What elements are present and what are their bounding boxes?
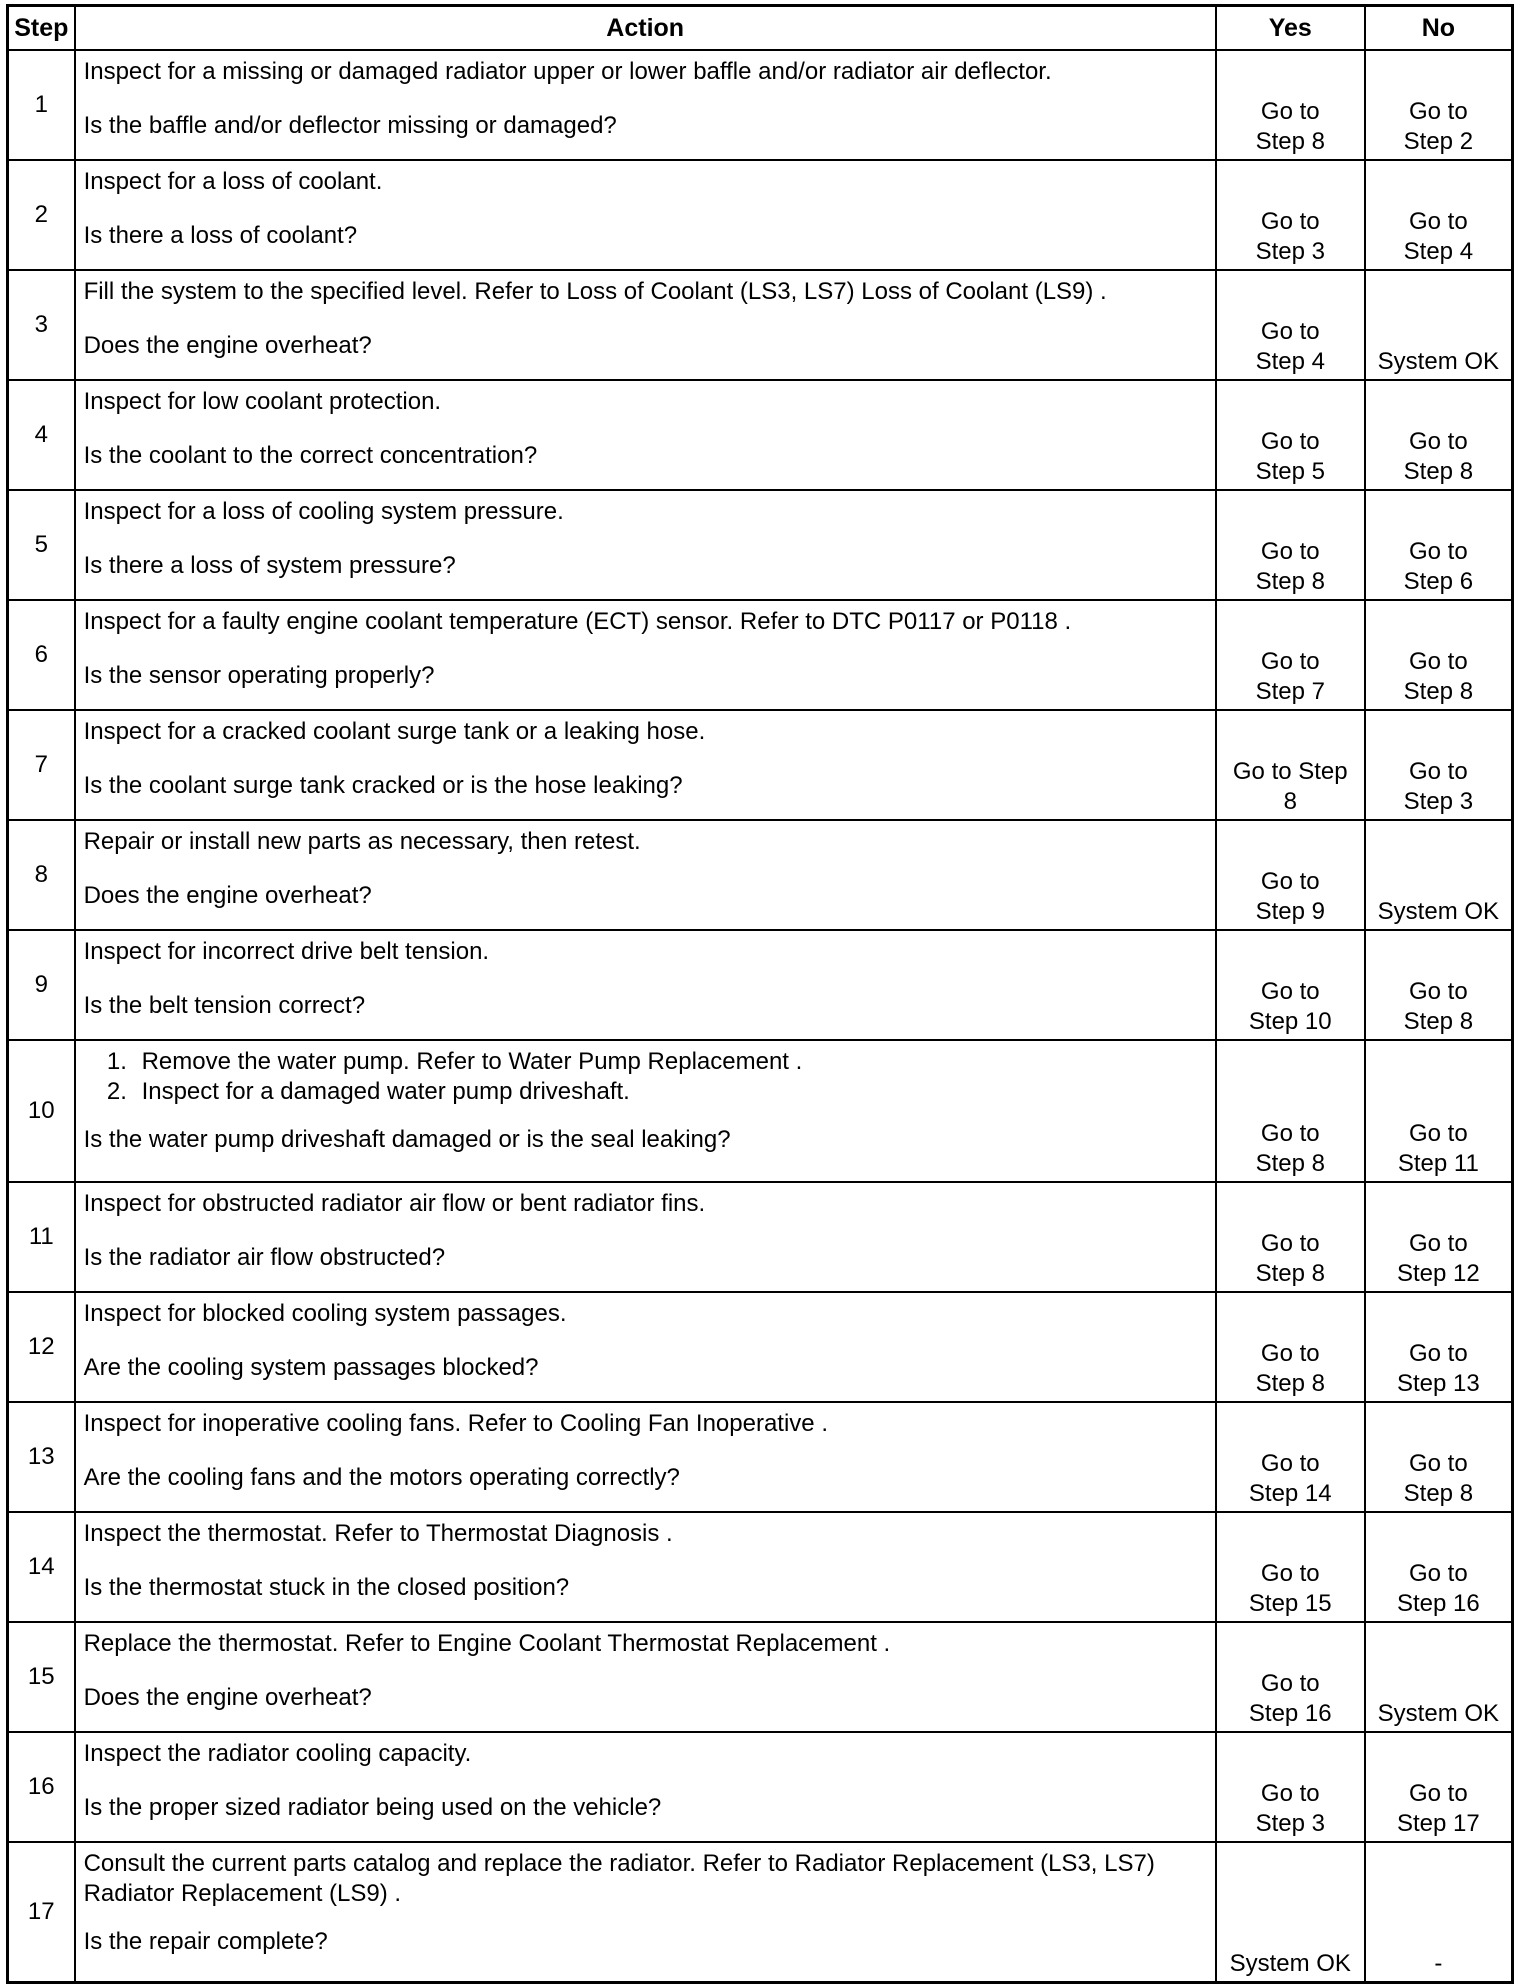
no-result-line2: Step 3	[1403, 788, 1474, 815]
question-text: Is there a loss of coolant?	[83, 222, 358, 249]
question-text: Is the thermostat stuck in the closed position?	[83, 1574, 570, 1601]
action-text: Consult the current parts catalog and replace the radiator. Refer to Radiator Replacement (LS3, LS7)	[83, 1850, 1155, 1877]
yes-result-line1: Go to Step	[1232, 758, 1348, 785]
header-step: Step	[8, 6, 75, 51]
no-result-line2: System OK	[1377, 348, 1500, 375]
table-row	[8, 1182, 1513, 1292]
step-number-text: 4	[34, 421, 48, 448]
yes-result	[1216, 600, 1365, 710]
step-number-text: 9	[34, 971, 48, 998]
yes-result-line1: Go to	[1260, 1340, 1320, 1367]
yes-result-line1: Go to	[1260, 428, 1320, 455]
step-number	[8, 930, 75, 1040]
no-result	[1365, 490, 1513, 600]
yes-result-line2: Step 10	[1248, 1008, 1332, 1035]
yes-result-line2: System OK	[1229, 1950, 1351, 1977]
yes-result-line2: Step 4	[1255, 348, 1325, 375]
question-text: Is the proper sized radiator being used on the vehicle?	[83, 1794, 662, 1821]
step-number	[8, 1622, 75, 1732]
action-text-block	[84, 607, 1209, 637]
table-row	[8, 1292, 1513, 1402]
yes-result-line2: Step 3	[1255, 238, 1325, 265]
step-number-text: 15	[27, 1663, 55, 1690]
table-row	[8, 270, 1513, 380]
no-result-line2: Step 2	[1403, 128, 1474, 155]
yes-result-line1: Go to	[1260, 1120, 1320, 1147]
no-result	[1365, 50, 1513, 160]
no-result-line2: Step 6	[1403, 568, 1474, 595]
action-text-block	[84, 1047, 1209, 1107]
question-text: Is the water pump driveshaft damaged or is the seal leaking?	[83, 1126, 731, 1153]
yes-result-line2: Step 8	[1255, 1150, 1325, 1177]
no-result	[1365, 1512, 1513, 1622]
no-result-line2: Step 8	[1403, 458, 1474, 485]
step-number	[8, 270, 75, 380]
action-cell	[75, 380, 1216, 490]
action-text-block	[84, 277, 1209, 307]
action-text: Inspect for a loss of coolant.	[83, 168, 383, 195]
yes-result-line1: Go to	[1260, 978, 1320, 1005]
no-result	[1365, 1842, 1513, 1983]
no-result	[1365, 1732, 1513, 1842]
no-result-line2: -	[1434, 1950, 1443, 1977]
no-result	[1365, 930, 1513, 1040]
no-result-line1: Go to	[1409, 648, 1468, 675]
yes-result	[1216, 490, 1365, 600]
action-cell	[75, 270, 1216, 380]
yes-result	[1216, 930, 1365, 1040]
action-substeps-list	[84, 1047, 1209, 1107]
action-text-block	[84, 497, 1209, 527]
action-cell	[75, 930, 1216, 1040]
step-number	[8, 600, 75, 710]
action-text: Inspect for low coolant protection.	[83, 388, 442, 415]
question-text: Are the cooling fans and the motors operating correctly?	[83, 1464, 680, 1491]
step-number-text: 7	[34, 751, 48, 778]
step-number-text: 1	[34, 91, 48, 118]
step-number-text: 17	[27, 1898, 55, 1925]
no-result	[1365, 600, 1513, 710]
yes-result	[1216, 160, 1365, 270]
action-cell	[75, 50, 1216, 160]
header-action: Action	[75, 6, 1216, 51]
no-result	[1365, 160, 1513, 270]
table-row	[8, 1512, 1513, 1622]
yes-result-line1: Go to	[1260, 98, 1320, 125]
action-text: Replace the thermostat. Refer to Engine Coolant Thermostat Replacement .	[83, 1630, 891, 1657]
action-text-block	[84, 1519, 1209, 1549]
yes-result	[1216, 1842, 1365, 1983]
action-cell	[75, 600, 1216, 710]
question-text: Is the coolant to the correct concentration?	[83, 442, 538, 469]
action-text-block	[84, 827, 1209, 857]
yes-result-line1: Go to	[1260, 1450, 1320, 1477]
step-number-text: 6	[34, 641, 48, 668]
action-text-continued: Radiator Replacement (LS9) .	[83, 1880, 402, 1907]
table-row	[8, 710, 1513, 820]
question-text: Does the engine overheat?	[83, 1684, 372, 1711]
step-number	[8, 490, 75, 600]
question-text: Are the cooling system passages blocked?	[83, 1354, 539, 1381]
table-row	[8, 160, 1513, 270]
no-result-line2: Step 13	[1396, 1370, 1480, 1397]
action-text: Inspect for a faulty engine coolant temperature (ECT) sensor. Refer to DTC P0117 or P0118 .	[83, 608, 1072, 635]
no-result-line2: Step 8	[1403, 1008, 1474, 1035]
step-number	[8, 1292, 75, 1402]
question-text: Is the belt tension correct?	[83, 992, 366, 1019]
yes-result	[1216, 50, 1365, 160]
question-text: Is the repair complete?	[83, 1928, 328, 1955]
yes-result-line1: Go to	[1260, 318, 1320, 345]
action-cell	[75, 1512, 1216, 1622]
step-number-text: 14	[27, 1553, 55, 1580]
action-cell	[75, 1732, 1216, 1842]
action-cell	[75, 160, 1216, 270]
yes-result-line2: Step 8	[1255, 1370, 1325, 1397]
no-result-line2: Step 11	[1397, 1150, 1479, 1177]
yes-result	[1216, 1512, 1365, 1622]
no-result-line1: Go to	[1409, 1340, 1468, 1367]
yes-result	[1216, 380, 1365, 490]
action-text-block	[84, 1299, 1209, 1329]
no-result-line1: Go to	[1409, 98, 1468, 125]
step-number	[8, 50, 75, 160]
action-text: Inspect for a missing or damaged radiator upper or lower baffle and/or radiator air deflector.	[83, 58, 1052, 85]
action-text: Inspect for incorrect drive belt tension.	[83, 938, 490, 965]
table-row	[8, 820, 1513, 930]
table-row	[8, 490, 1513, 600]
yes-result	[1216, 710, 1365, 820]
action-cell	[75, 490, 1216, 600]
no-result-line1: Go to	[1409, 208, 1468, 235]
step-number-text: 3	[34, 311, 48, 338]
yes-result	[1216, 1402, 1365, 1512]
no-result-line2: System OK	[1377, 1700, 1500, 1727]
no-result-line1: Go to	[1409, 1780, 1468, 1807]
action-cell	[75, 710, 1216, 820]
no-result	[1365, 1292, 1513, 1402]
yes-result	[1216, 1040, 1365, 1182]
no-result	[1365, 270, 1513, 380]
step-number	[8, 1182, 75, 1292]
action-text: Inspect the radiator cooling capacity.	[83, 1740, 472, 1767]
no-result	[1365, 1622, 1513, 1732]
action-text-block	[84, 167, 1209, 197]
no-result-line1: Go to	[1409, 538, 1468, 565]
yes-result	[1216, 1182, 1365, 1292]
step-number-text: 8	[34, 861, 48, 888]
action-text-block	[84, 1849, 1209, 1909]
action-substep: 2. Inspect for a damaged water pump driveshaft.	[134, 1077, 1209, 1107]
step-number-text: 10	[27, 1097, 55, 1124]
no-result-line2: System OK	[1377, 898, 1500, 925]
yes-result-line1: Go to	[1260, 868, 1320, 895]
step-number	[8, 1040, 75, 1182]
diagnostic-table	[6, 4, 1514, 1984]
question-text: Is the sensor operating properly?	[83, 662, 435, 689]
step-number-text: 11	[28, 1223, 54, 1250]
action-text-block	[84, 1629, 1209, 1659]
yes-result-line2: Step 8	[1255, 1260, 1325, 1287]
action-cell	[75, 1040, 1216, 1182]
header-yes: Yes	[1216, 6, 1365, 51]
action-text: Inspect for obstructed radiator air flow or bent radiator fins.	[83, 1190, 706, 1217]
yes-result-line2: 8	[1283, 788, 1297, 815]
question-text: Is the radiator air flow obstructed?	[83, 1244, 446, 1271]
no-result	[1365, 380, 1513, 490]
step-number	[8, 1732, 75, 1842]
no-result	[1365, 1182, 1513, 1292]
yes-result-line2: Step 16	[1248, 1700, 1332, 1727]
yes-result	[1216, 1292, 1365, 1402]
no-result-line1: Go to	[1409, 1120, 1468, 1147]
yes-result-line1: Go to	[1260, 1230, 1320, 1257]
no-result-line1: Go to	[1409, 758, 1468, 785]
step-number	[8, 710, 75, 820]
no-result-line1: Go to	[1409, 1560, 1468, 1587]
question-text: Is the baffle and/or deflector missing or damaged?	[83, 112, 617, 139]
action-text: Inspect for inoperative cooling fans. Refer to Cooling Fan Inoperative .	[83, 1410, 828, 1437]
yes-result	[1216, 1622, 1365, 1732]
action-cell	[75, 1622, 1216, 1732]
yes-result-line1: Go to	[1260, 1670, 1320, 1697]
action-text: Inspect for a loss of cooling system pressure.	[83, 498, 564, 525]
table-row	[8, 930, 1513, 1040]
yes-result	[1216, 270, 1365, 380]
no-result-line2: Step 16	[1396, 1590, 1480, 1617]
action-cell	[75, 1842, 1216, 1983]
table-header-row	[8, 6, 1513, 51]
question-text: Does the engine overheat?	[83, 332, 372, 359]
action-text-block	[84, 937, 1209, 967]
step-number-text: 16	[27, 1773, 55, 1800]
yes-result-line1: Go to	[1260, 1780, 1320, 1807]
yes-result-line2: Step 8	[1255, 128, 1325, 155]
question-text: Is there a loss of system pressure?	[83, 552, 456, 579]
no-result-line2: Step 8	[1403, 1480, 1474, 1507]
yes-result-line1: Go to	[1260, 208, 1320, 235]
action-text-block	[84, 717, 1209, 747]
yes-result-line2: Step 5	[1255, 458, 1325, 485]
table-row	[8, 1622, 1513, 1732]
action-text-block	[84, 57, 1209, 87]
step-number	[8, 380, 75, 490]
no-result-line2: Step 4	[1403, 238, 1474, 265]
no-result-line1: Go to	[1409, 978, 1468, 1005]
table-row	[8, 1402, 1513, 1512]
action-text-block	[84, 387, 1209, 417]
no-result-line2: Step 12	[1396, 1260, 1480, 1287]
table-row	[8, 1732, 1513, 1842]
step-number-text: 12	[27, 1333, 55, 1360]
yes-result-line2: Step 7	[1255, 678, 1325, 705]
step-number	[8, 1402, 75, 1512]
yes-result-line2: Step 8	[1255, 568, 1325, 595]
action-text: Inspect for blocked cooling system passages.	[83, 1300, 567, 1327]
no-result-line1: Go to	[1409, 428, 1468, 455]
action-text: Inspect for a cracked coolant surge tank or a leaking hose.	[83, 718, 706, 745]
no-result	[1365, 1040, 1513, 1182]
action-cell	[75, 1402, 1216, 1512]
step-number-text: 5	[34, 531, 48, 558]
header-no: No	[1365, 6, 1513, 51]
table-row	[8, 1040, 1513, 1182]
table-row	[8, 380, 1513, 490]
table-row	[8, 600, 1513, 710]
diagnostic-table-container	[6, 4, 1514, 1984]
step-number	[8, 1842, 75, 1983]
step-number-text: 2	[34, 201, 48, 228]
yes-result	[1216, 820, 1365, 930]
action-cell	[75, 1292, 1216, 1402]
action-substep: 1. Remove the water pump. Refer to Water Pump Replacement .	[134, 1047, 1209, 1077]
action-text: Inspect the thermostat. Refer to Thermostat Diagnosis .	[83, 1520, 673, 1547]
action-cell	[75, 820, 1216, 930]
no-result	[1365, 1402, 1513, 1512]
yes-result	[1216, 1732, 1365, 1842]
yes-result-line2: Step 14	[1248, 1480, 1332, 1507]
step-number	[8, 820, 75, 930]
no-result-line1: Go to	[1409, 1450, 1468, 1477]
yes-result-line2: Step 3	[1255, 1810, 1325, 1837]
yes-result-line1: Go to	[1260, 1560, 1320, 1587]
no-result-line2: Step 17	[1396, 1810, 1480, 1837]
question-text: Is the coolant surge tank cracked or is the hose leaking?	[83, 772, 683, 799]
question-text: Does the engine overheat?	[83, 882, 372, 909]
no-result	[1365, 820, 1513, 930]
action-text-block	[84, 1189, 1209, 1219]
table-body	[8, 50, 1513, 1983]
no-result-line1: Go to	[1409, 1230, 1468, 1257]
no-result	[1365, 710, 1513, 820]
action-text-block	[84, 1739, 1209, 1769]
yes-result-line1: Go to	[1260, 538, 1320, 565]
action-text-block	[84, 1409, 1209, 1439]
table-row	[8, 50, 1513, 160]
no-result-line2: Step 8	[1403, 678, 1474, 705]
yes-result-line1: Go to	[1260, 648, 1320, 675]
action-text: Repair or install new parts as necessary, then retest.	[83, 828, 641, 855]
step-number	[8, 160, 75, 270]
step-number	[8, 1512, 75, 1622]
action-cell	[75, 1182, 1216, 1292]
yes-result-line2: Step 15	[1248, 1590, 1332, 1617]
table-row	[8, 1842, 1513, 1983]
step-number-text: 13	[27, 1443, 55, 1470]
yes-result-line2: Step 9	[1255, 898, 1325, 925]
action-text: Fill the system to the specified level. Refer to Loss of Coolant (LS3, LS7) Loss of Coolant (LS9) .	[83, 278, 1107, 305]
